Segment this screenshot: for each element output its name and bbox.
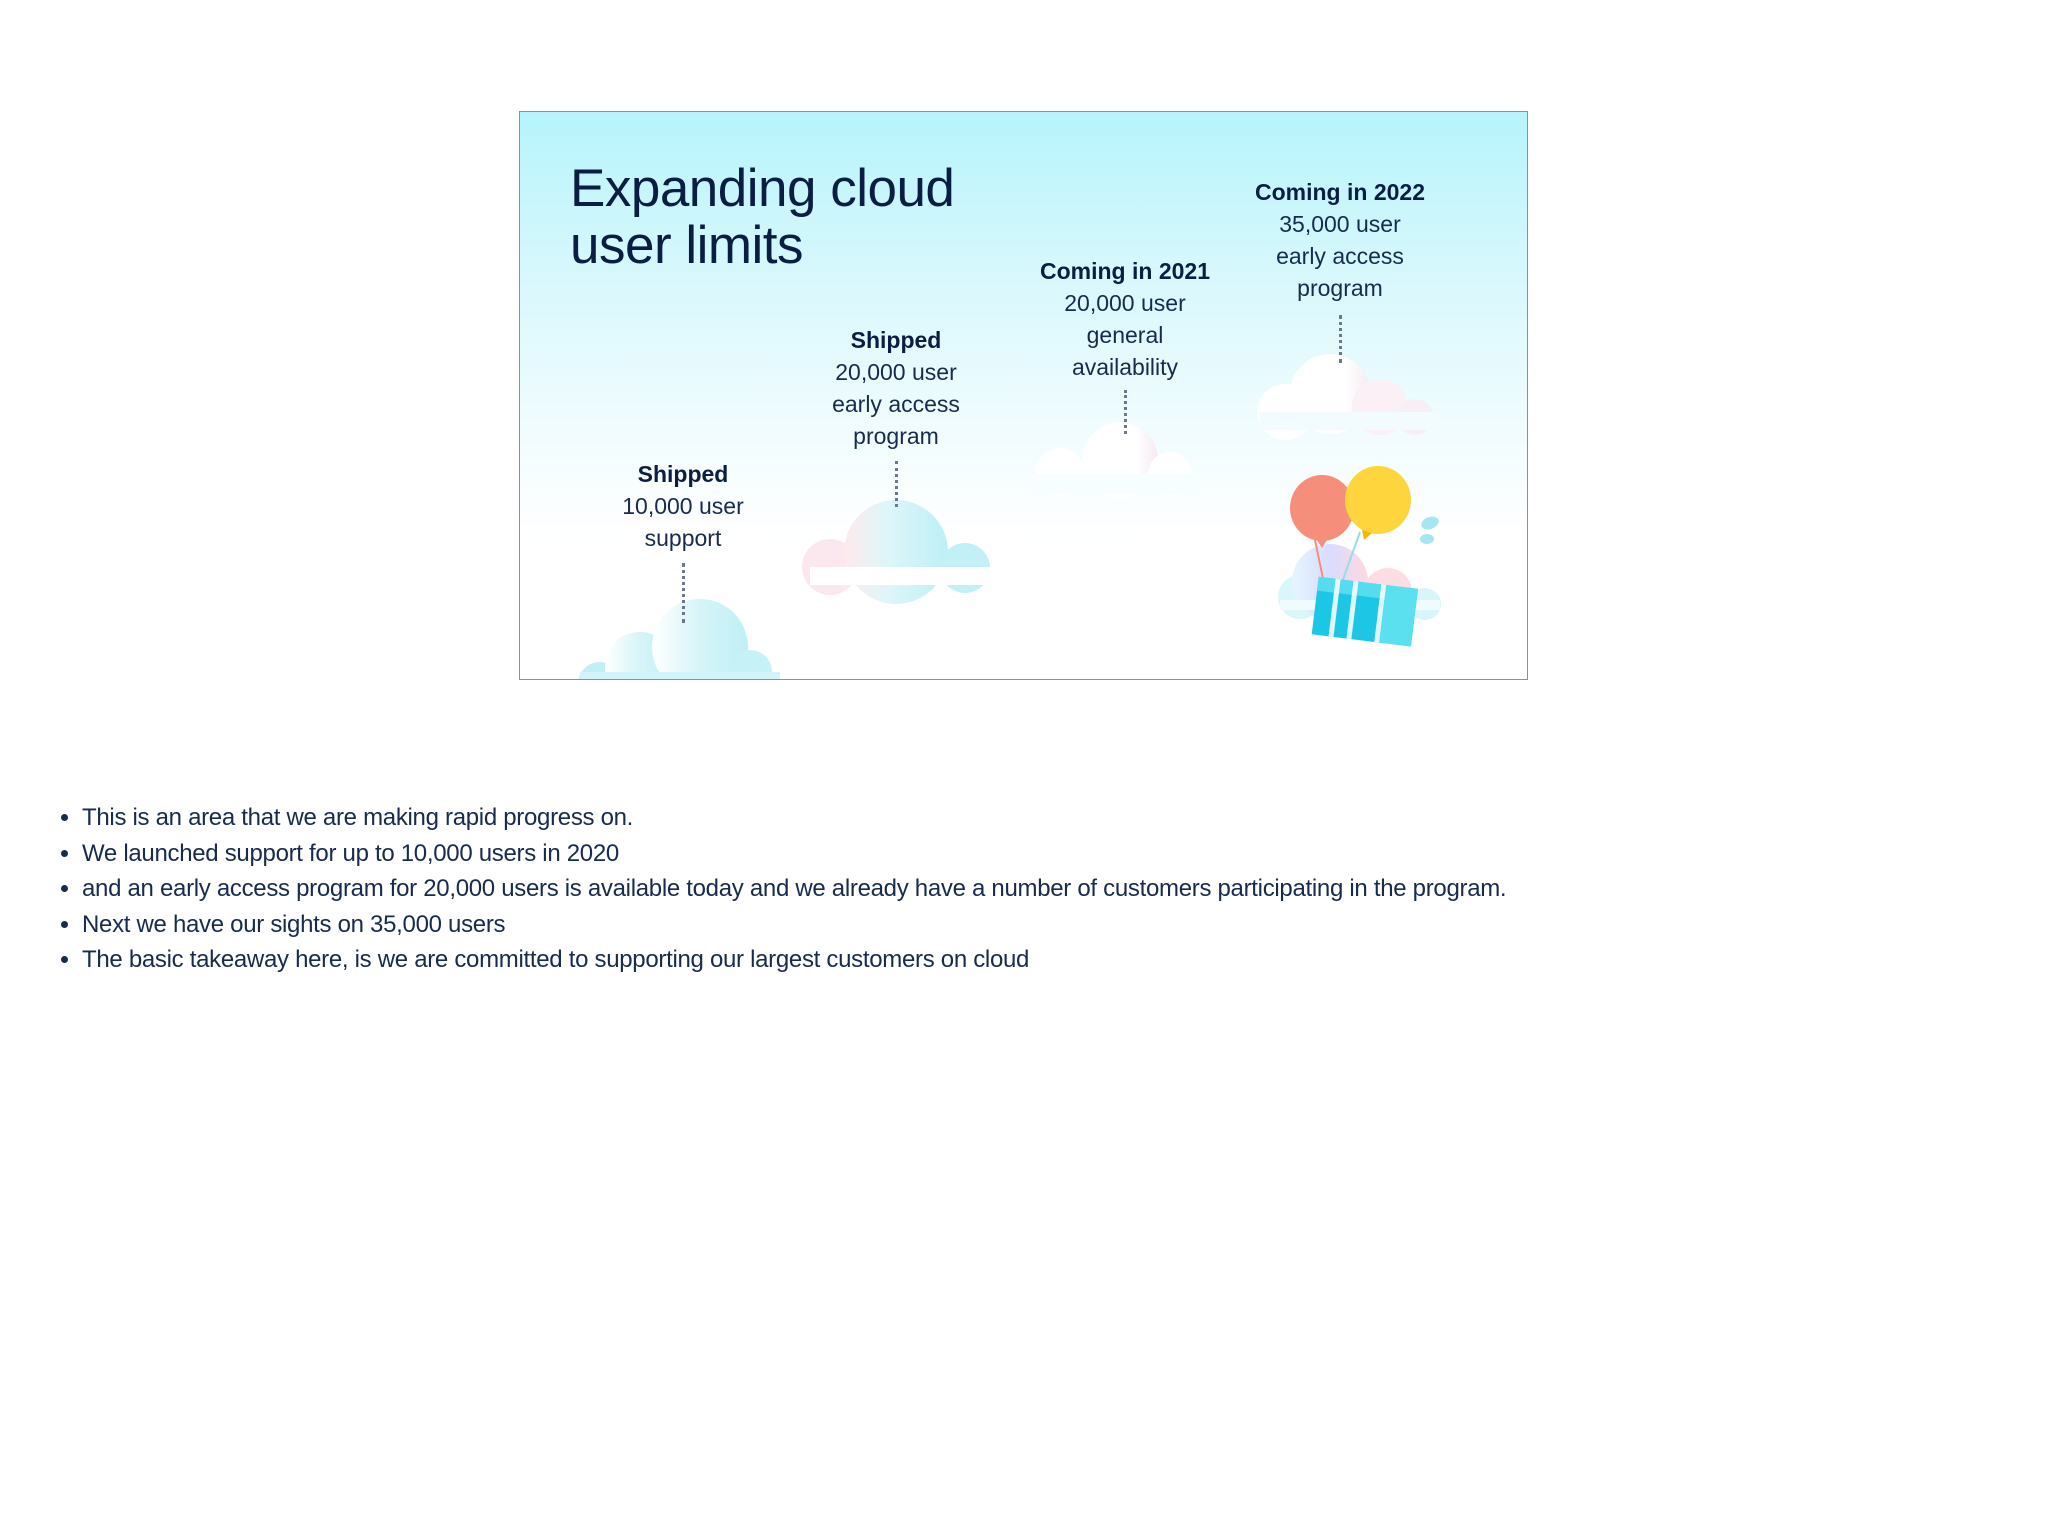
list-item: • This is an area that we are making rapid progress on. [82,800,1506,836]
cloud-4 [1257,354,1440,440]
milestone-1 [573,458,793,554]
milestone-status: Coming in 2021 [1040,258,1210,284]
milestone-4 [1230,176,1450,304]
list-item: • and an early access program for 20,000 users is available today and we already have a number of customers participating in the program. [82,871,1506,907]
dotted-connector [682,563,685,623]
slide-title [570,160,954,274]
milestone-description: 20,000 user early access program [832,359,960,449]
slide-title-line1: Expanding cloud [570,159,955,218]
cloud-1 [578,599,780,680]
milestone-status: Shipped [637,461,729,487]
milestone-2 [786,324,1006,452]
milestone-description: 10,000 user support [622,493,744,551]
cloud-3 [1030,422,1200,498]
list-item: • Next we have our sights on 35,000 users [82,907,1506,943]
gift-box [1312,577,1418,647]
slide-title-line2: user limits [570,216,804,275]
milestone-description: 20,000 user general availability [1064,290,1186,380]
milestone-3 [1015,255,1235,383]
list-item: • The basic takeaway here, is we are committed to supporting our largest customers on cloud [82,942,1506,978]
milestone-description: 35,000 user early access program [1276,211,1404,301]
cloud-2 [802,500,990,604]
speaker-notes-list [58,800,1506,978]
dotted-connector [1124,390,1127,434]
list-item: • We launched support for up to 10,000 users in 2020 [82,836,1506,872]
milestone-status: Shipped [850,327,942,353]
dotted-connector [1339,315,1342,363]
dotted-connector [895,461,898,507]
slide-image [519,111,1528,680]
milestone-status: Coming in 2022 [1255,179,1425,205]
